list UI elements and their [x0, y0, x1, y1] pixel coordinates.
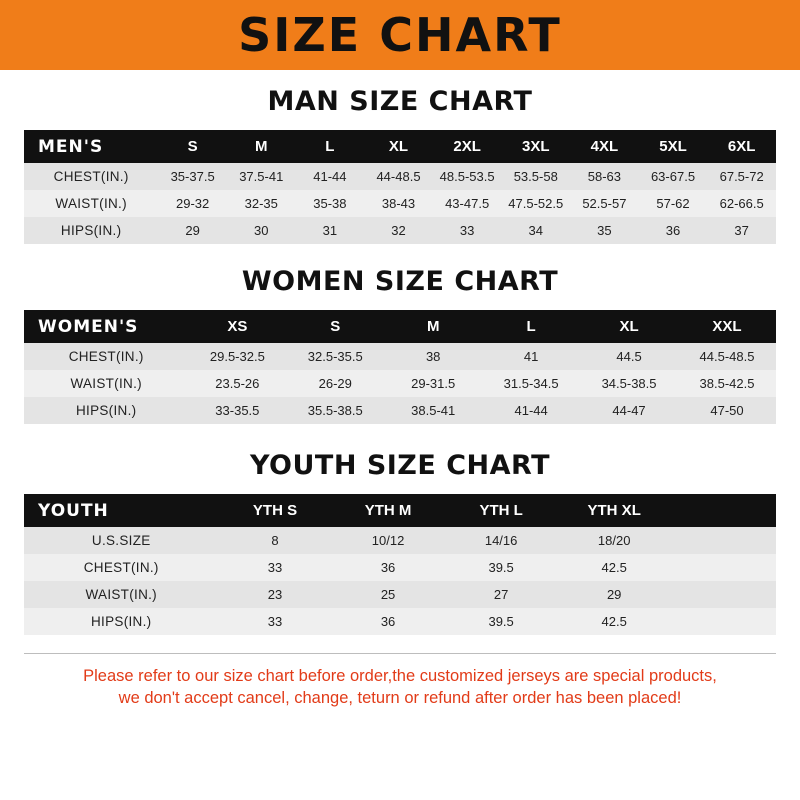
women-chest-s: 32.5-35.5	[286, 343, 384, 370]
man-header-6xl: 6XL	[707, 130, 776, 163]
women-hips-m: 38.5-41	[384, 397, 482, 424]
man-chest-xl: 44-48.5	[364, 163, 433, 190]
women-waist-s: 26-29	[286, 370, 384, 397]
man-waist-s: 29-32	[158, 190, 227, 217]
man-hips-l: 31	[296, 217, 365, 244]
man-header-2xl: 2XL	[433, 130, 502, 163]
youth-hips-m: 36	[332, 608, 445, 635]
women-hips-l: 41-44	[482, 397, 580, 424]
youth-chest-m: 36	[332, 554, 445, 581]
youth-chest-s: 33	[218, 554, 331, 581]
youth-hips-xl: 42.5	[558, 608, 671, 635]
women-header-label: WOMEN'S	[24, 310, 188, 343]
youth-table-header	[24, 494, 776, 527]
youth-row-hips-label: HIPS(IN.)	[24, 608, 218, 635]
women-hips-xl: 44-47	[580, 397, 678, 424]
man-hips-m: 30	[227, 217, 296, 244]
man-waist-m: 32-35	[227, 190, 296, 217]
women-hips-xs: 33-35.5	[188, 397, 286, 424]
man-row-hips-label: HIPS(IN.)	[24, 217, 158, 244]
man-waist-2xl: 43-47.5	[433, 190, 502, 217]
man-table-header	[24, 130, 776, 163]
youth-table-body	[24, 527, 776, 635]
youth-header-m: YTH M	[332, 494, 445, 527]
youth-row-ussize-label: U.S.SIZE	[24, 527, 218, 554]
youth-waist-xl: 29	[558, 581, 671, 608]
women-row-waist-label: WAIST(IN.)	[24, 370, 188, 397]
table-row	[24, 581, 776, 608]
women-waist-xs: 23.5-26	[188, 370, 286, 397]
man-waist-5xl: 57-62	[639, 190, 708, 217]
women-waist-xxl: 38.5-42.5	[678, 370, 776, 397]
man-header-label: MEN'S	[24, 130, 158, 163]
man-hips-5xl: 36	[639, 217, 708, 244]
women-chest-xxl: 44.5-48.5	[678, 343, 776, 370]
man-chest-m: 37.5-41	[227, 163, 296, 190]
youth-size-table	[24, 494, 776, 635]
man-table-body	[24, 163, 776, 244]
man-header-3xl: 3XL	[501, 130, 570, 163]
man-chest-4xl: 58-63	[570, 163, 639, 190]
women-header-xl: XL	[580, 310, 678, 343]
youth-chest-spacer	[671, 554, 776, 581]
page-banner	[0, 0, 800, 70]
youth-ussize-spacer	[671, 527, 776, 554]
youth-ussize-xl: 18/20	[558, 527, 671, 554]
table-row	[24, 397, 776, 424]
man-header-4xl: 4XL	[570, 130, 639, 163]
youth-header-s: YTH S	[218, 494, 331, 527]
man-chest-l: 41-44	[296, 163, 365, 190]
youth-waist-spacer	[671, 581, 776, 608]
women-table-body	[24, 343, 776, 424]
youth-waist-s: 23	[218, 581, 331, 608]
women-row-hips-label: HIPS(IN.)	[24, 397, 188, 424]
man-row-waist-label: WAIST(IN.)	[24, 190, 158, 217]
youth-waist-m: 25	[332, 581, 445, 608]
man-waist-4xl: 52.5-57	[570, 190, 639, 217]
youth-hips-s: 33	[218, 608, 331, 635]
man-waist-xl: 38-43	[364, 190, 433, 217]
women-hips-xxl: 47-50	[678, 397, 776, 424]
youth-header-l: YTH L	[445, 494, 558, 527]
women-chest-l: 41	[482, 343, 580, 370]
man-waist-6xl: 62-66.5	[707, 190, 776, 217]
women-waist-m: 29-31.5	[384, 370, 482, 397]
youth-section-title: YOUTH SIZE CHART	[249, 450, 551, 481]
policy-note-line-1: Please refer to our size chart before order,the customized jerseys are special products,	[83, 667, 717, 685]
youth-chest-l: 39.5	[445, 554, 558, 581]
women-header-l: L	[482, 310, 580, 343]
man-chest-6xl: 67.5-72	[707, 163, 776, 190]
women-row-chest-label: CHEST(IN.)	[24, 343, 188, 370]
table-row	[24, 343, 776, 370]
man-section-title: MAN SIZE CHART	[267, 86, 533, 117]
women-section-title: WOMEN SIZE CHART	[241, 266, 559, 297]
table-row	[24, 554, 776, 581]
women-hips-s: 35.5-38.5	[286, 397, 384, 424]
women-waist-xl: 34.5-38.5	[580, 370, 678, 397]
page-title: SIZE CHART	[238, 8, 562, 62]
table-row	[24, 608, 776, 635]
women-header-xs: XS	[188, 310, 286, 343]
man-header-m: M	[227, 130, 296, 163]
youth-row-waist-label: WAIST(IN.)	[24, 581, 218, 608]
youth-header-spacer	[671, 494, 776, 527]
youth-header-label: YOUTH	[24, 494, 218, 527]
man-hips-2xl: 33	[433, 217, 502, 244]
man-header-5xl: 5XL	[639, 130, 708, 163]
man-hips-3xl: 34	[501, 217, 570, 244]
women-header-xxl: XXL	[678, 310, 776, 343]
youth-row-chest-label: CHEST(IN.)	[24, 554, 218, 581]
man-chest-2xl: 48.5-53.5	[433, 163, 502, 190]
youth-ussize-s: 8	[218, 527, 331, 554]
youth-ussize-l: 14/16	[445, 527, 558, 554]
table-row	[24, 370, 776, 397]
youth-chest-xl: 42.5	[558, 554, 671, 581]
man-hips-s: 29	[158, 217, 227, 244]
man-hips-6xl: 37	[707, 217, 776, 244]
table-header-row	[24, 494, 776, 527]
man-chest-5xl: 63-67.5	[639, 163, 708, 190]
women-header-m: M	[384, 310, 482, 343]
women-header-s: S	[286, 310, 384, 343]
women-table-header	[24, 310, 776, 343]
man-header-s: S	[158, 130, 227, 163]
table-row	[24, 163, 776, 190]
man-header-l: L	[296, 130, 365, 163]
policy-note-line-2: we don't accept cancel, change, teturn or refund after order has been placed!	[118, 689, 682, 708]
man-waist-l: 35-38	[296, 190, 365, 217]
table-row	[24, 527, 776, 554]
policy-note	[24, 653, 776, 710]
youth-hips-spacer	[671, 608, 776, 635]
women-chest-xs: 29.5-32.5	[188, 343, 286, 370]
man-chest-3xl: 53.5-58	[501, 163, 570, 190]
women-size-table	[24, 310, 776, 424]
table-header-row	[24, 130, 776, 163]
man-row-chest-label: CHEST(IN.)	[24, 163, 158, 190]
man-chest-s: 35-37.5	[158, 163, 227, 190]
women-chest-xl: 44.5	[580, 343, 678, 370]
man-waist-3xl: 47.5-52.5	[501, 190, 570, 217]
table-header-row	[24, 310, 776, 343]
man-header-xl: XL	[364, 130, 433, 163]
women-waist-l: 31.5-34.5	[482, 370, 580, 397]
youth-hips-l: 39.5	[445, 608, 558, 635]
man-hips-xl: 32	[364, 217, 433, 244]
man-size-table	[24, 130, 776, 244]
women-chest-m: 38	[384, 343, 482, 370]
table-row	[24, 217, 776, 244]
man-hips-4xl: 35	[570, 217, 639, 244]
youth-header-xl: YTH XL	[558, 494, 671, 527]
chart-content	[0, 86, 800, 710]
youth-ussize-m: 10/12	[332, 527, 445, 554]
table-row	[24, 190, 776, 217]
youth-waist-l: 27	[445, 581, 558, 608]
